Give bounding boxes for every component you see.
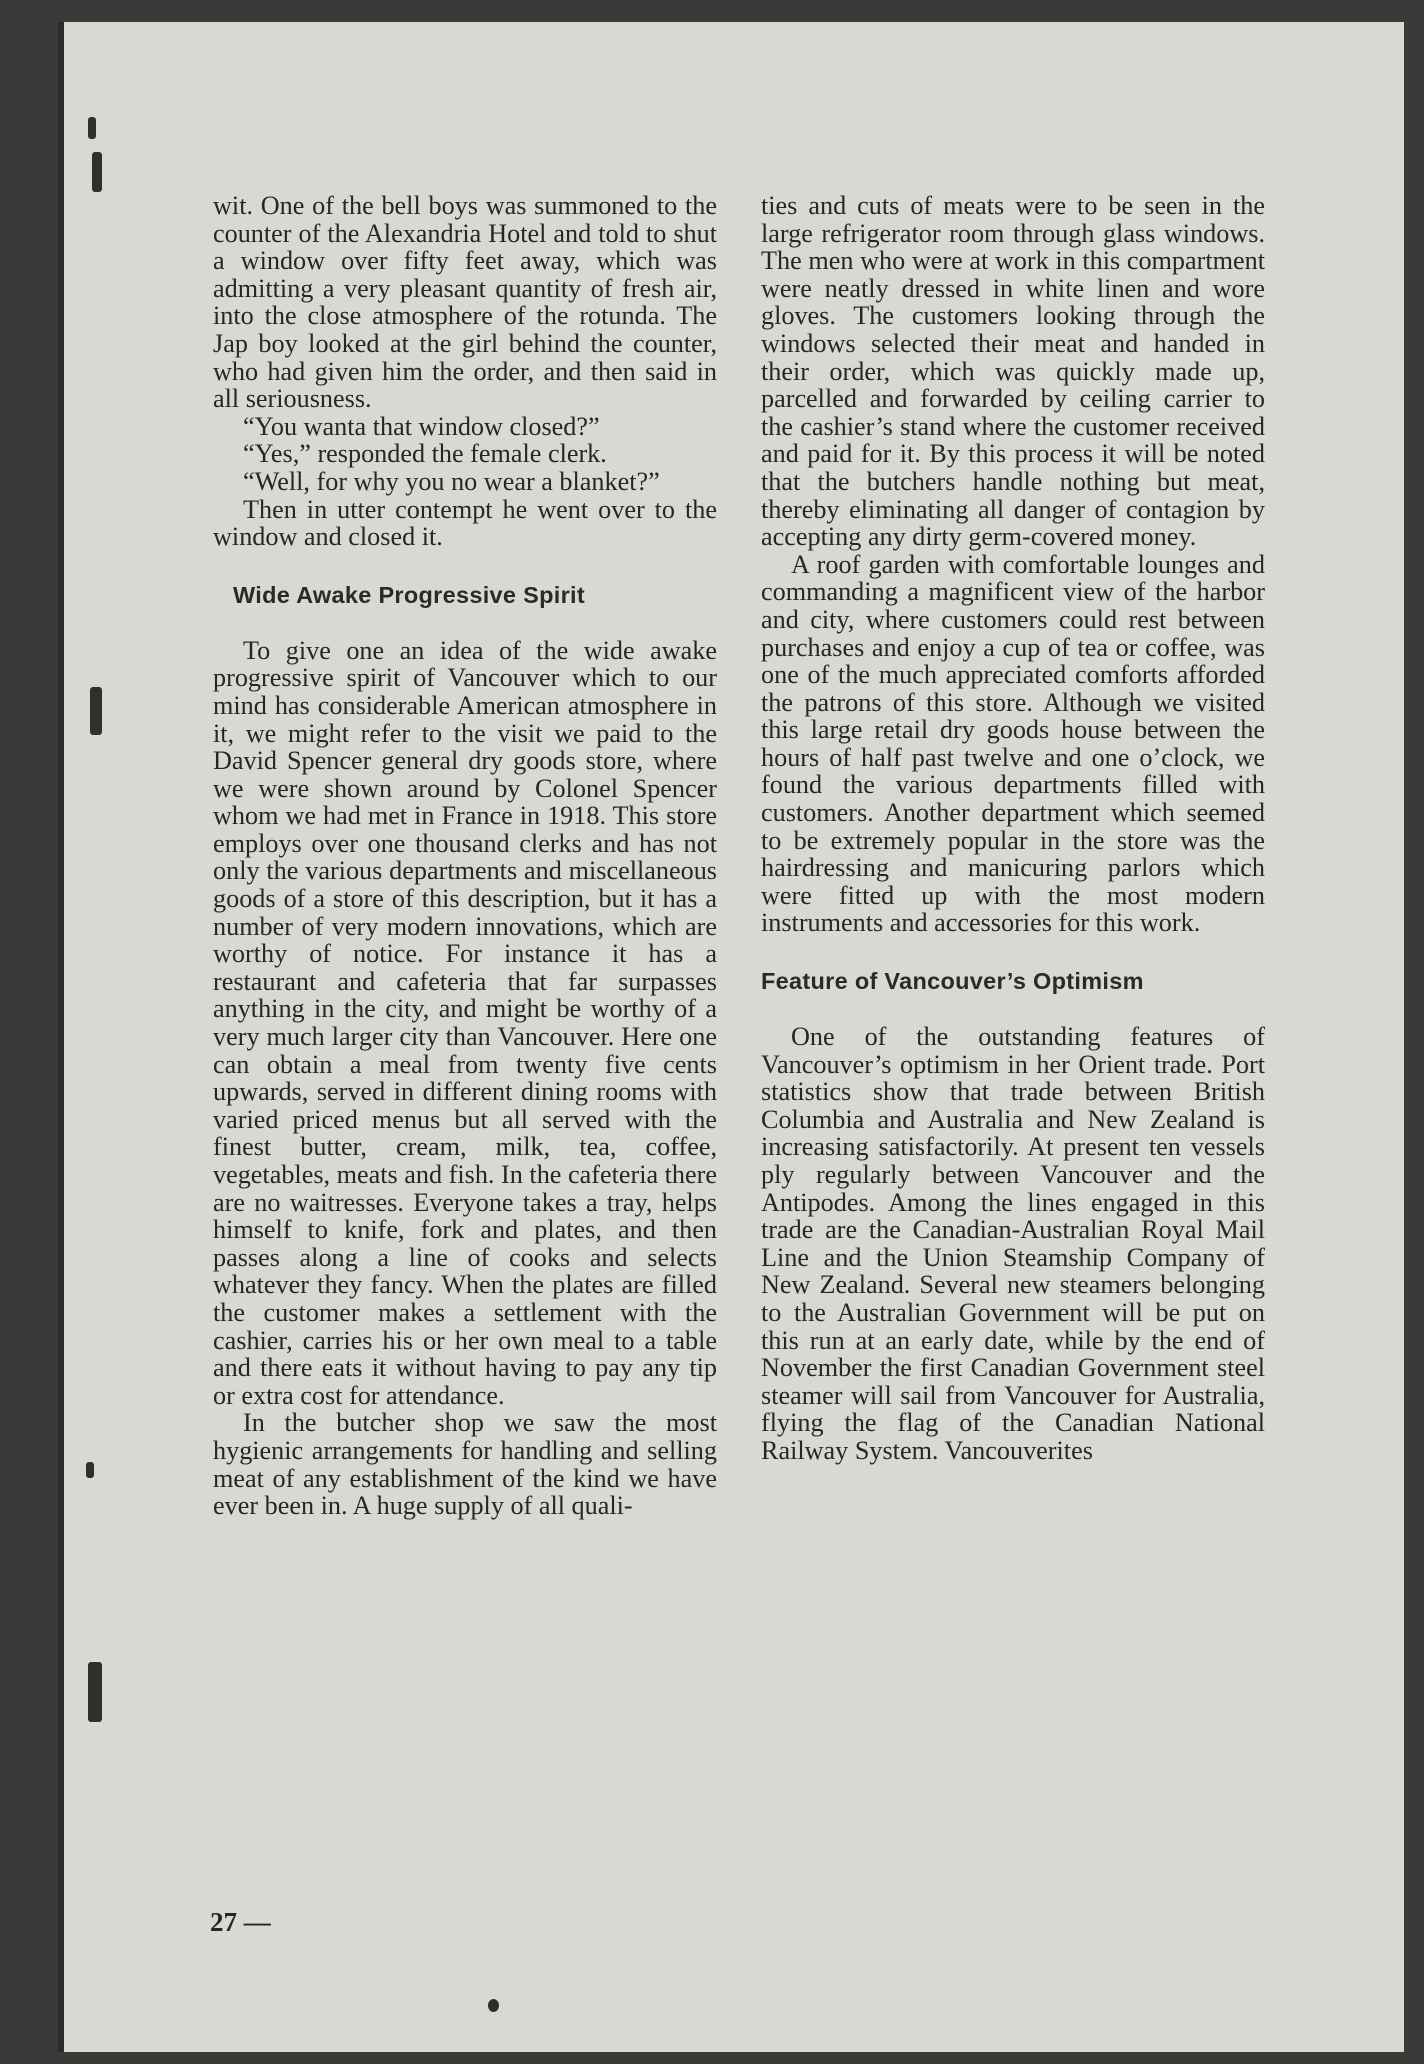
paragraph: A roof garden with comfortable lounges and commanding a magnificent view of the harbor and city, where customers could rest between purchases and enjoy a cup of tea or coffee, was one of the much appreciated comforts afforded the patrons of this store. Although we visited this large retail dry goods house between the hours of half past twelve and one o’clock, we found the various departments filled with customers. Another department which seemed to be extremely popular in the store was the hairdressing and manicuring parlors which were fitted up with the most modern instruments and accessories for this work.: [761, 549, 1265, 938]
paragraph: One of the outstanding features of Vancouver’s optimism in her Orient trade. Port statistics show that trade between British Columbia and Australia and New Zealand is increasing satisfactorily. At present ten vessels ply regularly between Vancouver and the Antipodes. Among the lines engaged in this trade are the Canadian-Australian Royal Mail Line and the Union Steamship Company of New Zealand. Several new steamers belonging to the Australian Government will be put on this run at an early date, while by the end of November the first Canadian Government steel steamer will sail from Vancouver for Australia, flying the flag of the Canadian National Railway System. Vancouverites: [761, 1022, 1265, 1465]
paragraph: Then in utter contempt he went over to the window and closed it.: [213, 494, 717, 552]
paragraph: To give one an idea of the wide awake progressive spirit of Vancouver which to our mind has considerable American atmosphere in it, we might refer to the visit we paid to the David Spencer general dry goods store, where we were shown around by Colonel Spencer whom we had met in France in 1918. This store employs over one thousand clerks and has not only the various departments and miscellaneous goods of a store of this description, but it has a number of very modern innovations, which are worthy of notice. For instance it has a restaurant and cafeteria that far surpasses anything in the city, and might be worthy of a very much larger city than Vancouver. Here one can obtain a meal from twenty five cents upwards, served in different dining rooms with varied priced menus but all served with the finest butter, cream, milk, tea, coffee, vegetables, meats and fish. In the cafeteria there are no waitresses. Everyone takes a tray, helps himself to knife, fork and plates, and then passes along a line of cooks and selects whatever they fancy. When the plates are filled the customer makes a settlement with the cashier, carries his or her own meal to a table and there eats it without having to pay any tip or extra cost for attendance.: [213, 635, 717, 1410]
paragraph: wit. One of the bell boys was summoned to the counter of the Alexandria Hotel and told to shut a window over fifty feet away, which was admitting a very pleasant quantity of fresh air, into the close atmosphere of the rotunda. The Jap boy looked at the girl behind the counter, who had given him the order, and then said in all seriousness.: [213, 191, 717, 414]
paragraph: In the butcher shop we saw the most hygienic arrangements for handling and selling meat of any establishment of the kind we have ever been in. A huge supply of all quali-: [213, 1408, 717, 1521]
binding-mark: [88, 1662, 102, 1722]
page-binding-edge: [58, 22, 64, 2052]
binding-mark: [86, 1462, 94, 1478]
right-column: [761, 192, 1265, 1465]
ink-dot: [488, 1999, 499, 2012]
section-heading: Wide Awake Progressive Spirit: [233, 581, 585, 608]
paragraph: “Yes,” responded the female clerk.: [243, 439, 607, 469]
binding-mark: [88, 117, 96, 139]
page-number: 27 —: [210, 1907, 271, 1937]
left-column: [213, 192, 717, 1520]
binding-mark: [92, 152, 102, 192]
paragraph: ties and cuts of meats were to be seen in the large refrigerator room through glass windows. The men who were at work in this compartment were neatly dressed in white linen and wore gloves. The customers looking through the windows selected their meat and handed in their order, which was quickly made up, parcelled and forwarded by ceiling carrier to the cashier’s stand where the customer received and paid for it. By this process it will be noted that the butchers handle nothing but meat, thereby eliminating all danger of contagion by accepting any dirty germ-covered money.: [761, 191, 1265, 552]
section-heading: Feature of Vancouver’s Optimism: [761, 968, 1144, 995]
paragraph: “Well, for why you no wear a blanket?”: [243, 466, 660, 496]
document-page: [58, 22, 1404, 2052]
binding-mark: [90, 687, 102, 735]
paragraph: “You wanta that window closed?”: [243, 411, 600, 441]
